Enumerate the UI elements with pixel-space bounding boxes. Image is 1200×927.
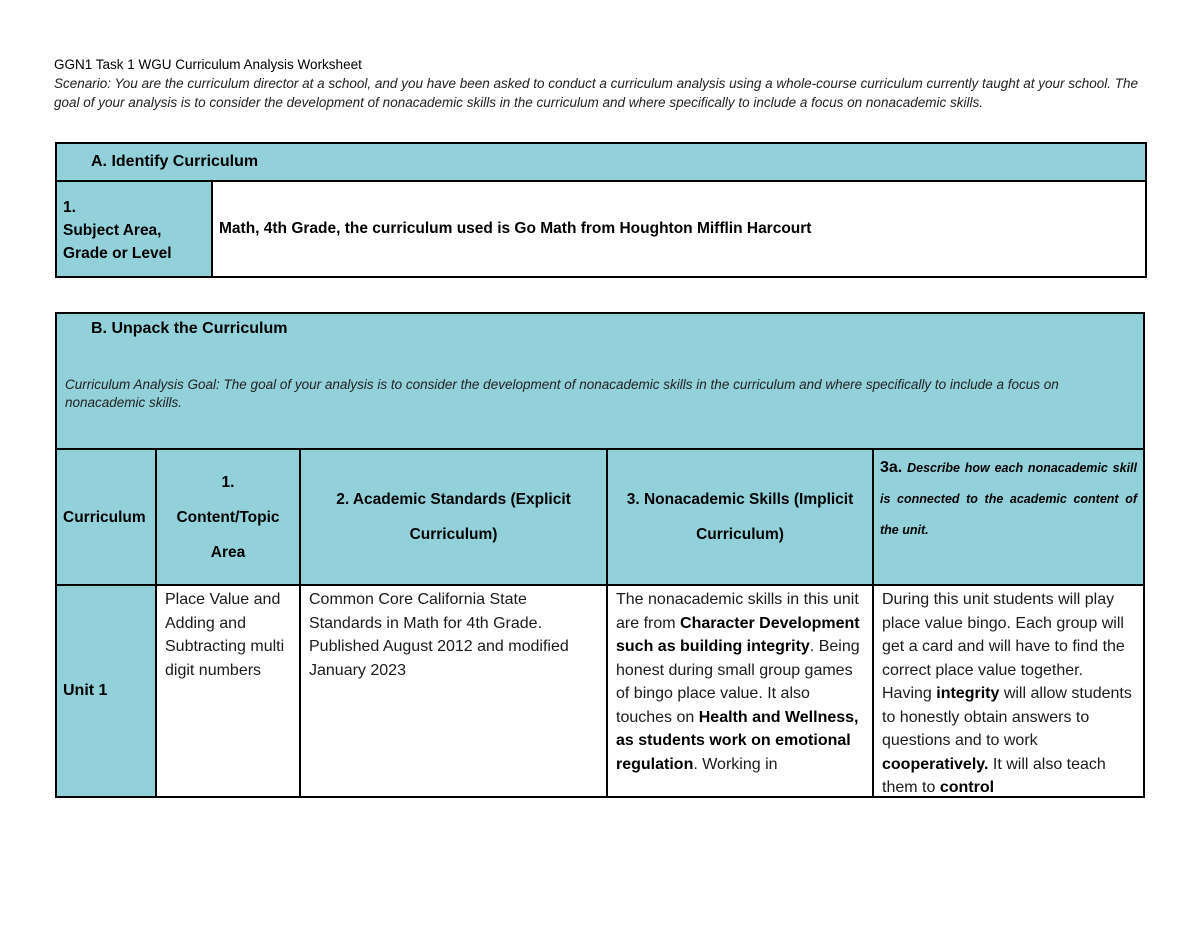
connection-bold-1: integrity (936, 685, 1000, 702)
column-header-content (156, 449, 300, 585)
scenario-text: Scenario: You are the curriculum director at a school, and you have been asked to conduct a curriculum analysis using a whole-course curriculum currently taught at your school. The goal of your analysis is to consider the development of nonacademic skills in the curriculum and where specifically to include a focus on nonacademic skills. (54, 76, 1139, 110)
unit-1-nonacademic-text (616, 588, 866, 794)
describe-header-text: Describe how each nonacademic skill is connected to the academic content of the unit. (880, 461, 1137, 537)
nonacademic-bold-1: Character Development such as building integrity (616, 614, 860, 655)
analysis-goal-text: Curriculum Analysis Goal: The goal of your analysis is to consider the development of nonacademic skills in the curriculum and where specifically to include a focus on nonacademic skills. (65, 377, 1059, 410)
unit-1-connection-cell (873, 585, 1144, 797)
subject-label-line1: Subject Area, (63, 221, 162, 239)
column-header-nonacademic-skills: 3. Nonacademic Skills (Implicit Curriculum) (607, 449, 873, 585)
content-header-label: Content/Topic Area (176, 508, 280, 561)
unpack-curriculum-table (55, 312, 1145, 798)
nonacademic-text-1: The nonacademic skills in this unit are from (616, 591, 859, 632)
nonacademic-text-2: . Being honest during small group games of bingo place value. It also touches on (616, 638, 860, 726)
connection-bold-3: control (939, 779, 995, 794)
describe-header-number: 3a. (880, 459, 903, 476)
column-header-describe-connection (873, 449, 1144, 585)
section-a-heading: A. Identify Curriculum (56, 143, 1146, 181)
connection-text-3: It will also teach them to (882, 755, 1106, 794)
subject-label-line2: Grade or Level (63, 244, 172, 262)
unit-1-academic-text: Common Core California State Standards in Math for 4th Grade. Published August 2012 and modified January 2023 (309, 591, 569, 679)
subject-area-value: Math, 4th Grade, the curriculum used is Go Math from Houghton Mifflin Harcourt (212, 181, 1146, 277)
section-b-header (56, 313, 1144, 449)
document-title: GGN1 Task 1 WGU Curriculum Analysis Worksheet (54, 57, 362, 72)
unit-1-nonacademic-cell (607, 585, 873, 797)
identify-curriculum-table (55, 142, 1147, 278)
column-header-curriculum: Curriculum (56, 449, 156, 585)
connection-text-1: During this unit students will play place value bingo. Each group will get a card and will have to find the correct place value together. Having (882, 591, 1125, 702)
section-b-heading: B. Unpack the Curriculum (91, 320, 288, 337)
nonacademic-text-3: . Working in (693, 755, 778, 773)
subject-label-number: 1. (63, 198, 76, 216)
content-header-number: 1. (221, 473, 235, 491)
unit-1-content-cell (156, 585, 300, 797)
column-header-academic-standards: 2. Academic Standards (Explicit Curriculum) (300, 449, 607, 585)
document-header (54, 56, 1146, 112)
unit-1-content-text: Place Value and Adding and Subtracting multi digit numbers (165, 591, 285, 679)
unit-1-label: Unit 1 (56, 585, 156, 797)
subject-area-label (56, 181, 212, 277)
nonacademic-bold-2: Health and Wellness, as students work on emotional regulation (616, 708, 859, 773)
unit-1-connection-text (882, 588, 1137, 794)
unit-1-academic-cell (300, 585, 607, 797)
connection-text-2: will allow students to honestly obtain answers to questions and to work (882, 685, 1132, 749)
connection-bold-2: cooperatively. (882, 755, 989, 773)
